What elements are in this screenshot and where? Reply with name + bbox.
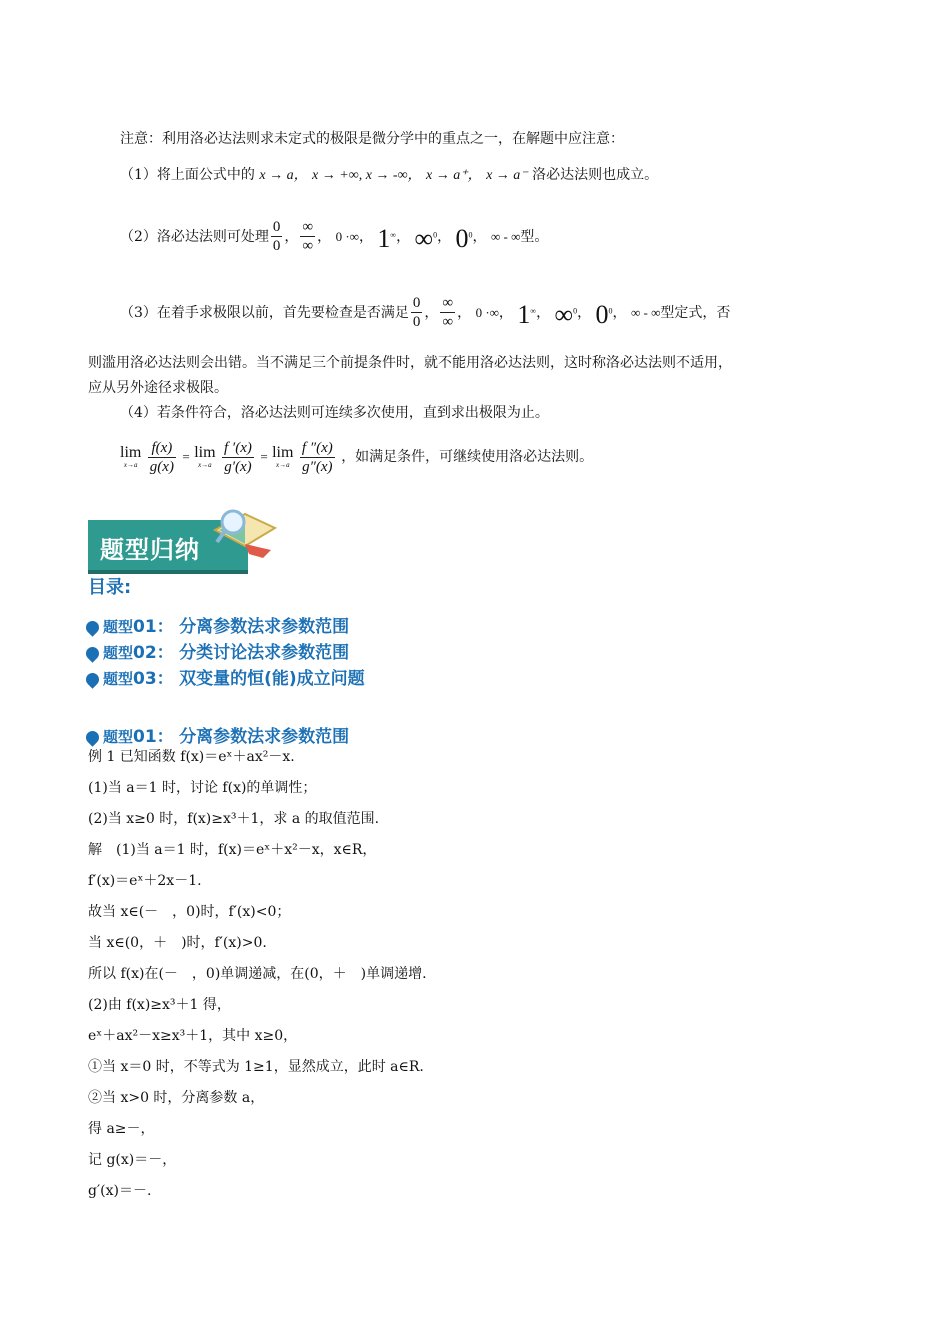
toc-item-tag: 题型: [103, 670, 134, 688]
toc-item-1[interactable]: [86, 612, 349, 637]
example-line: eˣ＋ax²－x≥x³＋1，其中 x≥0，: [88, 1028, 298, 1044]
toc-item-num: 03：: [133, 669, 174, 689]
location-pin-icon: [83, 728, 101, 746]
note-1-b: x → +∞, x → -∞，: [312, 168, 422, 183]
note-3: （3）在着手求极限以前，首先要检查是否满足 $\frac{0}{0}$ ， $\frac{\infty}{\infty}$ ， 0 ·∞， 1∞， ∞$^0$， $0^0$， ∞ - ∞型定式，否: [120, 295, 731, 331]
toc-title: 目录:: [88, 577, 132, 598]
form-zero-over-zero: $\frac{0}{0}$: [272, 219, 281, 255]
form-zero-over-zero: $\frac{0}{0}$: [412, 295, 421, 331]
note-2: （2）洛必达法则可处理 $\frac{0}{0}$ ， $\frac{\infty}{\infty}$ ， 0 ·∞， 1∞， ∞$^0$， $0^0$， ∞ - ∞型。: [120, 219, 549, 255]
formula-suffix: ，如满足条件，可继续使用洛必达法则。: [341, 449, 594, 465]
location-pin-icon: [83, 670, 101, 688]
location-pin-icon: [83, 644, 101, 662]
example-line: 记 g(x)＝－，: [88, 1152, 177, 1168]
example-line: 故当 x∈(－ ，0)时，f′(x)<0；: [88, 904, 291, 920]
form-inf-pow-zero: ∞$^0$: [554, 299, 578, 329]
section-text: 分离参数法求参数范围: [179, 727, 350, 747]
note-1-prefix: （1）将上面公式中的: [120, 167, 255, 183]
fraction-f2-over-g2: $\frac{f ''(x)}{g''(x)}$: [301, 439, 333, 475]
section-num: 01：: [133, 727, 174, 747]
note-4: （4）若条件符合，洛必达法则可连续多次使用，直到求出极限为止。: [120, 405, 549, 421]
example-line: f′(x)＝eˣ＋2x－1.: [88, 873, 202, 889]
note-1: [120, 166, 658, 185]
section-heading: [86, 722, 349, 747]
location-pin-icon: [83, 618, 101, 636]
toc-item-num: 01：: [133, 617, 174, 637]
equals-sign: =: [260, 449, 268, 464]
toc-item-text: 分离参数法求参数范围: [179, 617, 350, 637]
example-line: (2)当 x≥0 时，f(x)≥x³＋1，求 a 的取值范围.: [88, 811, 380, 827]
toc-item-num: 02：: [133, 643, 174, 663]
note-3-prefix: （3）在着手求极限以前，首先要检查是否满足: [120, 304, 409, 321]
note-1-a: x → a，: [259, 168, 308, 183]
equals-sign: =: [182, 449, 190, 464]
form-inf-over-inf: $\frac{\infty}{\infty}$: [302, 219, 314, 255]
example-line: ②当 x>0 时，分离参数 a，: [88, 1090, 265, 1106]
note-1-c: x → a⁺，: [426, 168, 482, 183]
note-2-prefix: （2）洛必达法则可处理: [120, 228, 269, 245]
form-zero-times-inf: 0 ·∞: [335, 228, 359, 244]
form-one-pow-inf: 1∞: [517, 299, 537, 329]
note-3-line3: 应从另外途径求极限。: [88, 380, 228, 396]
toc-item-tag: 题型: [103, 618, 134, 636]
form-inf-over-inf: $\frac{\infty}{\infty}$: [442, 295, 454, 331]
section-tag: 题型: [103, 728, 134, 746]
toc-item-text: 双变量的恒(能)成立问题: [179, 669, 365, 689]
lim-2: lim x→a: [194, 444, 216, 469]
note-1-d: x → a⁻: [486, 168, 528, 183]
example-line: 所以 f(x)在(－ ，0)单调递减，在(0，＋ )单调递增.: [88, 966, 427, 982]
toc-item-3[interactable]: [86, 664, 365, 689]
lim-1: lim x→a: [120, 444, 142, 469]
form-inf-minus-inf: ∞ - ∞: [630, 304, 661, 320]
banner-title: 题型归纳: [100, 536, 200, 564]
example-line: 例 1 已知函数 f(x)＝eˣ＋ax²－x.: [88, 749, 295, 765]
fraction-f1-over-g1: $\frac{f '(x)}{g'(x)}$: [224, 439, 252, 475]
lhopital-formula: [120, 432, 593, 482]
book-magnifier-icon: [205, 500, 280, 562]
example-line: g′(x)＝－.: [88, 1183, 152, 1199]
toc-item-2[interactable]: [86, 638, 349, 663]
note-intro: 注意：利用洛必达法则求未定式的极限是微分学中的重点之一，在解题中应注意：: [120, 131, 624, 147]
note-2-suffix: 型。: [520, 228, 549, 245]
example-line: 解 (1)当 a＝1 时，f(x)＝eˣ＋x²－x，x∈R，: [88, 842, 377, 858]
example-line: (2)由 f(x)≥x³＋1 得，: [88, 997, 231, 1013]
example-line: (1)当 a＝1 时，讨论 f(x)的单调性；: [88, 780, 317, 796]
form-zero-pow-zero: $0^0$: [595, 299, 613, 329]
form-one-pow-inf: 1∞: [377, 223, 397, 253]
form-zero-pow-zero: $0^0$: [455, 223, 473, 253]
form-inf-pow-zero: ∞$^0$: [414, 223, 438, 253]
note-3-line2: 则滥用洛必达法则会出错。当不满足三个前提条件时，就不能用洛必达法则，这时称洛必达法则不适用，: [88, 355, 732, 371]
note-1-suffix: 洛必达法则也成立。: [532, 167, 659, 183]
example-line: 得 a≥－，: [88, 1121, 155, 1137]
note-3-suffix: 型定式，否: [660, 304, 731, 321]
example-line: ①当 x＝0 时，不等式为 1≥1，显然成立，此时 a∈R.: [88, 1059, 424, 1075]
example-line: 当 x∈(0，＋ )时，f′(x)>0.: [88, 935, 267, 951]
lim-3: lim x→a: [272, 444, 294, 469]
toc-item-text: 分类讨论法求参数范围: [179, 643, 350, 663]
toc-item-tag: 题型: [103, 644, 134, 662]
fraction-f-over-g: $\frac{f(x)}{g(x)}$: [149, 439, 174, 475]
form-inf-minus-inf: ∞ - ∞: [491, 228, 521, 244]
form-zero-times-inf: 0 ·∞: [475, 304, 499, 320]
